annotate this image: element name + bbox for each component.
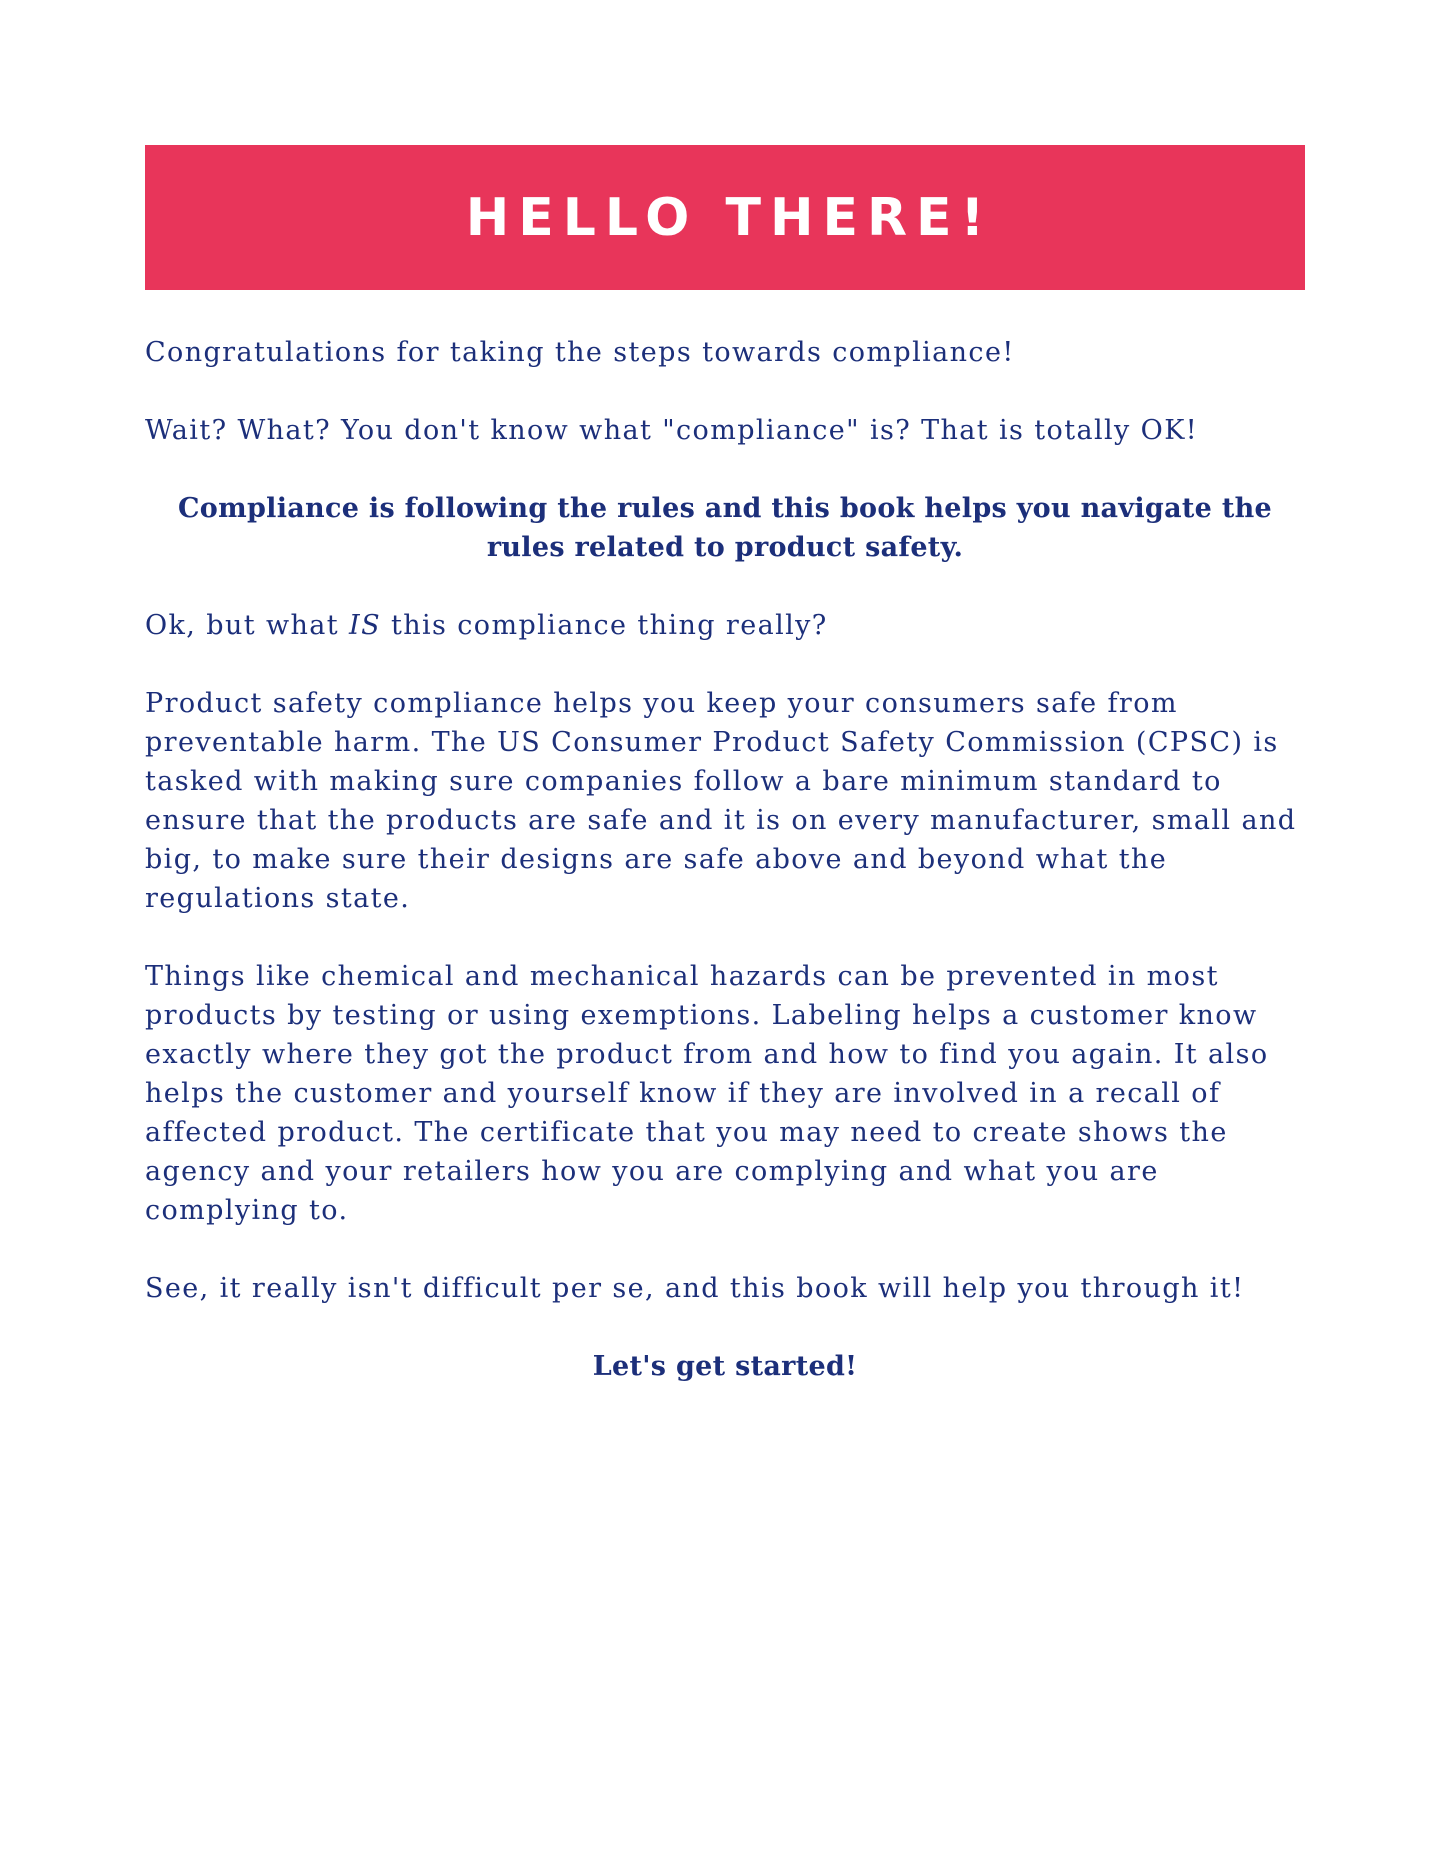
question-text-start: Ok, but what [145,610,349,641]
paragraph-congratulations: Congratulations for taking the steps towards compliance! [145,337,1015,368]
page-title: HELLO THERE! [465,187,994,248]
question-text-end: this compliance thing really? [380,610,828,641]
paragraph-compliance-definition: Compliance is following the rules and this book helps you navigate the rules related to product safety. [178,493,1272,563]
paragraph-wait-what: Wait? What? You don't know what "compliance" is? That is totally OK! [145,415,1199,446]
body-text [145,333,1305,1425]
paragraph-hazards-labeling: Things like chemical and mechanical hazards can be prevented in most products by testing or using exemptions. Labeling helps a customer know exactly where they got the product from and how to find you again. It also helps the customer and yourself know if they are involved in a recall of affected product. The certificate that you may need to create shows the agency and your retailers how you are complying and what you are complying to. [145,961,1269,1226]
title-banner [145,145,1305,290]
paragraph-product-safety: Product safety compliance helps you keep your consumers safe from preventable harm. The US Consumer Product Safety Commission (CPSC) is tasked with making sure companies follow a bare minimum standard to ensure that the products are safe and it is on every manufacturer, small and big, to make sure their designs are safe above and beyond what the regulations state. [145,688,1297,914]
paragraph-not-difficult: See, it really isn't difficult per se, and this book will help you through it! [145,1273,1245,1304]
question-emphasis: IS [349,610,381,641]
paragraph-get-started: Let's get started! [592,1351,858,1382]
paragraph-question [145,606,1305,645]
